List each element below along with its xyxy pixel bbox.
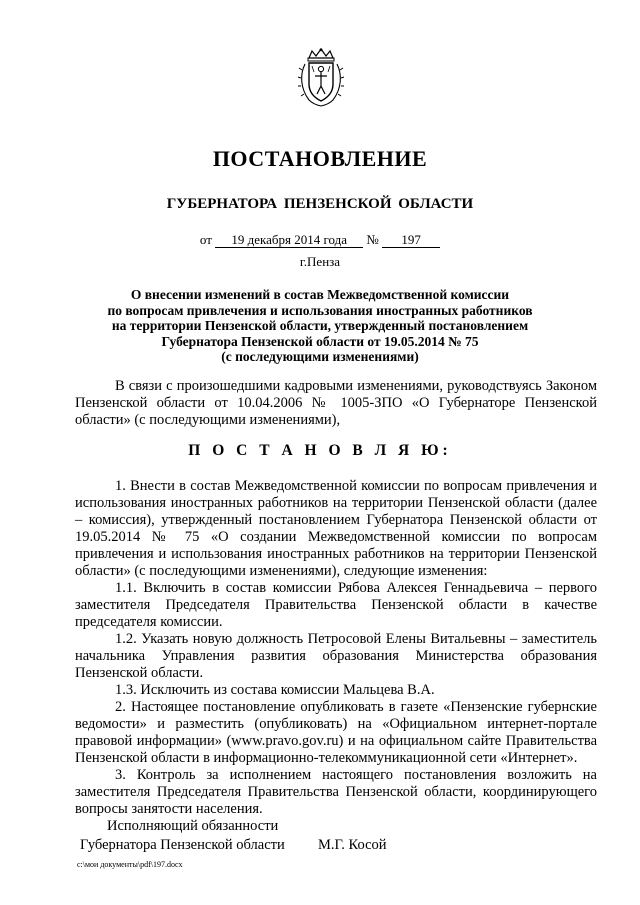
signatory-title-line2: Губернатора Пензенской области <box>80 837 285 853</box>
heading-line: на территории Пензенской области, утвержденный постановлением <box>111 318 529 333</box>
preamble-paragraph: В связи с произошедшими кадровыми изменениями, руководствуясь Законом Пензенской области от 10.04.2006 № 1005-ЗПО «О Губернаторе Пензенской области» (с последующими изменениями), <box>75 378 597 428</box>
file-path-footer: c:\мои документы\pdf\197.docx <box>77 860 183 869</box>
number-prefix: № <box>366 232 379 247</box>
body-paragraph: 1. Внести в состав Межведомственной комиссии по вопросам привлечения и использования иностранных работников на территории Пензенской области (далее – комиссия), утвержденный постановлением Губернатора Пензенской области от 19.05.2014 № 75 «О создании Межведомственной комиссии по вопросам привлечения и использования иностранных работников на территории Пензенской области» (с последующими изменениями), следующие изменения: <box>75 478 597 579</box>
document-number: 197 <box>382 233 440 248</box>
body-paragraph: 1.3. Исключить из состава комиссии Мальцева В.А. <box>115 682 435 698</box>
body-paragraph: 1.2. Указать новую должность Петросовой Елены Витальевны – заместитель начальника Управления развития образования Министерства образования Пензенской области. <box>75 631 597 681</box>
city-name: г.Пенза <box>299 254 341 269</box>
document-title: ПОСТАНОВЛЕНИЕ <box>212 146 428 171</box>
heading-line: по вопросам привлечения и использования иностранных работников <box>107 302 533 318</box>
body-paragraph: 1.1. Включить в состав комиссии Рябова Алексея Геннадьевича – первого заместителя Председателя Правительства Пензенской области в качестве председателя комиссии. <box>75 580 597 630</box>
coat-of-arms-emblem <box>296 48 346 108</box>
signatory-title-line1: Исполняющий обязанности <box>107 818 279 834</box>
body-paragraph: 3. Контроль за исполнением настоящего постановления возложить на заместителя Председателя Правительства Пензенской области, координирующего вопросы занятости населения. <box>75 767 597 817</box>
document-date: 19 декабря 2014 года <box>215 233 363 248</box>
date-number-line <box>0 232 640 248</box>
signatory-name: М.Г. Косой <box>318 837 387 853</box>
heading-line: О внесении изменений в состав Межведомственной комиссии <box>130 287 510 302</box>
heading-line: Губернатора Пензенской области от 19.05.2014 № 75 <box>161 333 479 349</box>
document-heading <box>80 287 560 365</box>
document-body <box>75 478 597 818</box>
issuer-subtitle: ГУБЕРНАТОРА ПЕНЗЕНСКОЙ ОБЛАСТИ <box>166 196 474 212</box>
heading-line: (с последующими изменениями) <box>221 349 419 364</box>
date-prefix: от <box>199 232 212 247</box>
decree-word: П О С Т А Н О В Л Я Ю: <box>188 442 452 459</box>
body-paragraph: 2. Настоящее постановление опубликовать в газете «Пензенские губернские ведомости» и разместить (опубликовать) на «Официальном интернет-портале правовой информации» (www.pravo.gov.ru) и на официальном сайте Правительства Пензенской области в информационно-телекоммуникационной сети «Интернет». <box>75 699 597 766</box>
